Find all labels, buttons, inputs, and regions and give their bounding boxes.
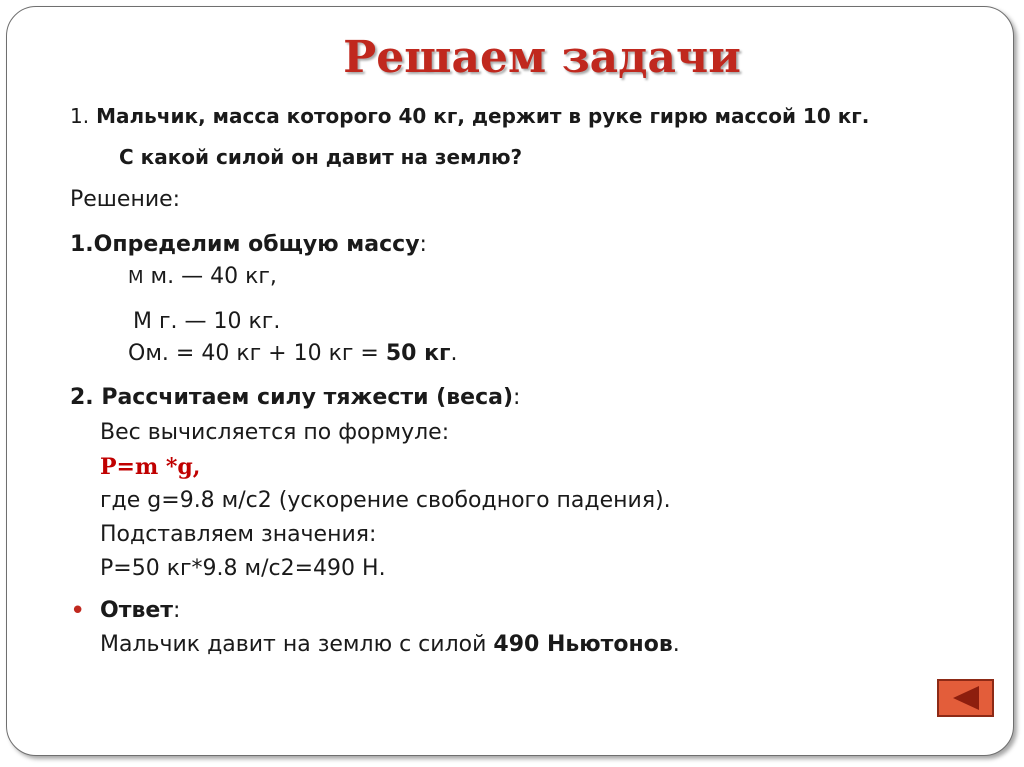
step1-mass-weight: М г. — 10 кг. [133, 309, 281, 334]
calculation: P=50 кг*9.8 м/с2=490 Н. [100, 556, 386, 581]
step2-heading-line [70, 387, 520, 409]
slide-title: Решаем задачи [343, 32, 741, 83]
problem-line-2: С какой силой он давит на землю? [119, 145, 523, 169]
formula-intro: Вес вычисляется по формуле: [100, 420, 450, 445]
mass-boy-value: м. — 40 кг, [143, 264, 277, 289]
answer-label: Ответ [100, 598, 174, 623]
answer-text [100, 634, 680, 656]
triangle-left-icon [939, 681, 992, 715]
formula: P=m *g, [100, 454, 201, 480]
step1-colon: : [419, 232, 427, 257]
answer-colon: : [173, 598, 181, 623]
step1-total [128, 343, 458, 365]
answer-heading-line [100, 600, 180, 622]
answer-prefix: Мальчик давит на землю с силой [100, 632, 494, 657]
problem-number: 1. [70, 104, 90, 128]
total-value: 50 кг [385, 341, 451, 366]
problem-text-1: Мальчик, масса которого 40 кг, держит в руке гирю массой 10 кг. [96, 104, 870, 128]
mass-boy-prefix: М [128, 267, 144, 288]
answer-end: . [672, 632, 680, 657]
step2-colon: : [513, 385, 521, 410]
back-button[interactable] [937, 679, 994, 717]
answer-value: 490 Ньютонов [493, 632, 673, 657]
answer-bullet: • [70, 596, 86, 626]
total-end: . [450, 341, 458, 366]
step2-heading: 2. Рассчитаем силу тяжести (веса) [70, 385, 514, 410]
g-definition: где g=9.8 м/с2 (ускорение свободного падения). [100, 488, 671, 513]
step1-mass-boy [128, 266, 277, 288]
substitute-label: Подставляем значения: [100, 522, 377, 547]
step1-heading-line [70, 234, 427, 256]
solution-label: Решение: [70, 187, 181, 212]
problem-line-1 [70, 106, 869, 126]
total-prefix: Ом. = 40 кг + 10 кг = [128, 341, 386, 366]
step1-heading: 1.Определим общую массу [70, 232, 420, 257]
